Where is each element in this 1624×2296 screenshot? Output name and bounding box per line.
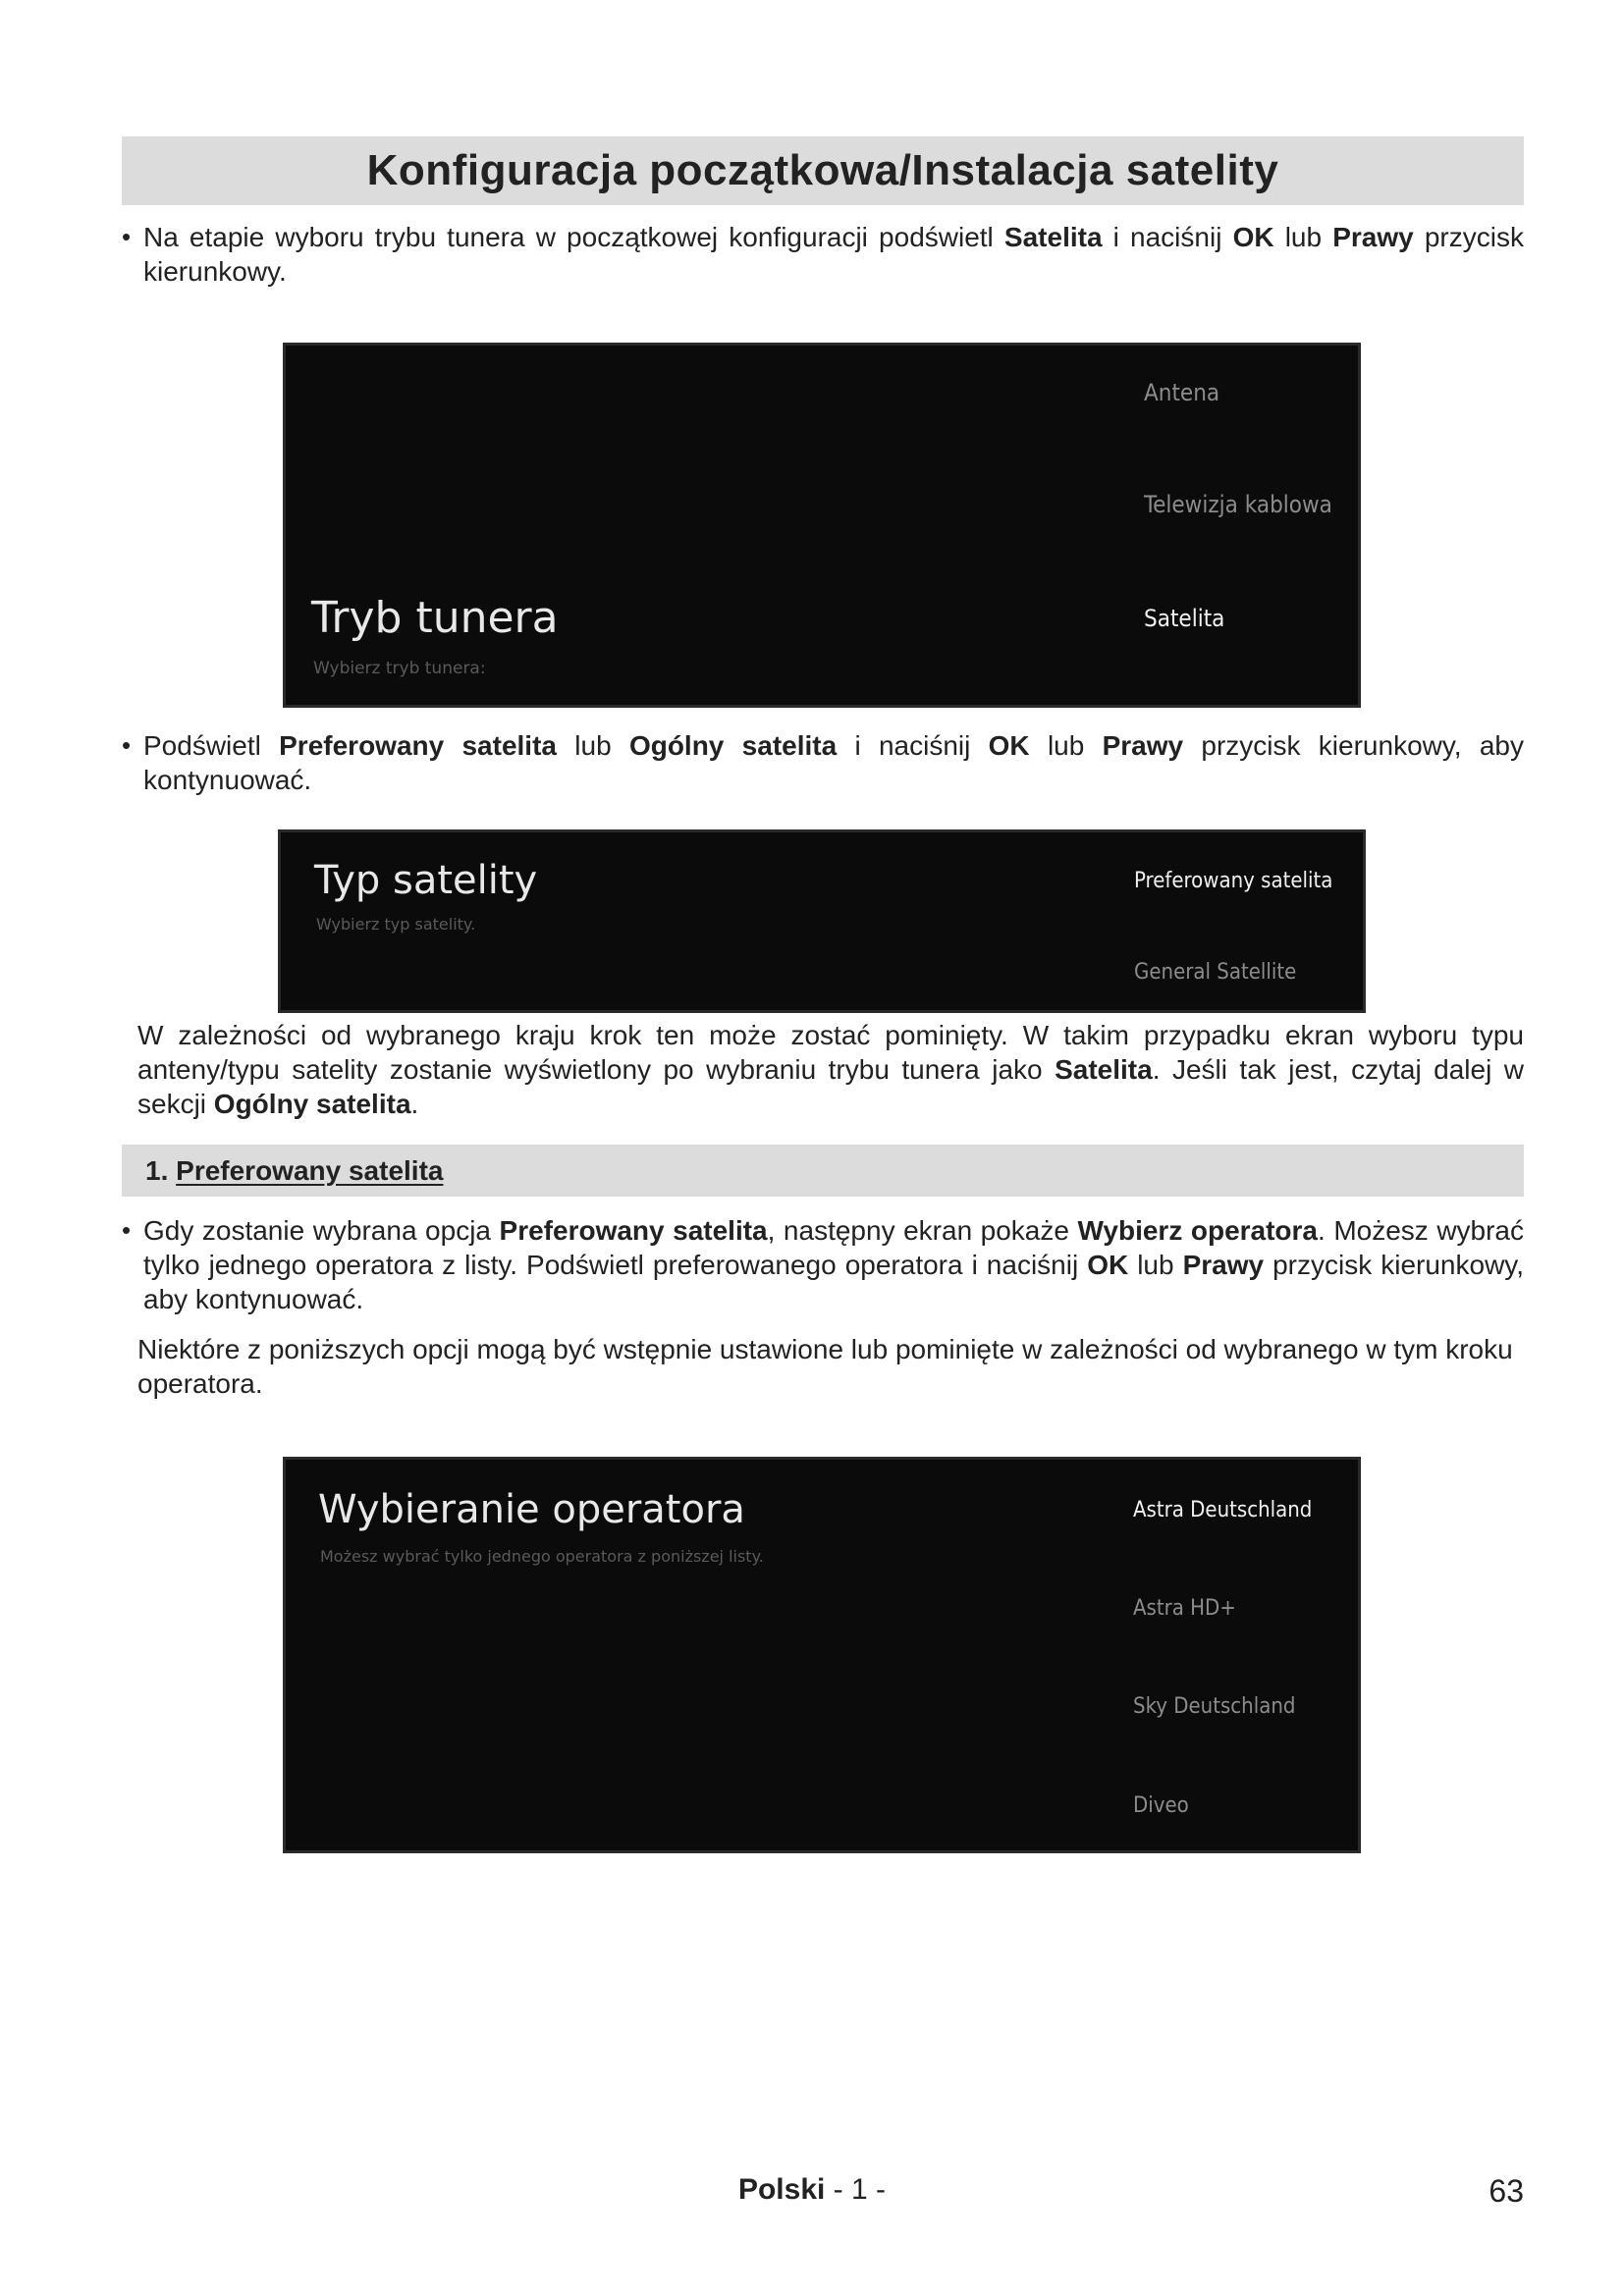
page-number: 63 — [1489, 2173, 1524, 2209]
bullet-paragraph-3 — [122, 1213, 1524, 1316]
screen-subtitle: Wybierz typ satelity. — [316, 915, 476, 934]
option-telewizja-kablowa[interactable]: Telewizja kablowa — [1144, 491, 1332, 518]
satellite-type-screenshot — [278, 829, 1366, 1013]
paragraph-text: Niektóre z poniższych opcji mogą być wstępnie ustawione lub pominięte w zależności od wybranego w tym kroku operatora. — [137, 1334, 1513, 1399]
operator-selection-screenshot — [283, 1457, 1361, 1853]
bullet-paragraph-2 — [122, 728, 1524, 797]
bullet-icon: • — [122, 222, 132, 251]
screen-title: Wybieranie operatora — [318, 1487, 745, 1532]
screen-title: Typ satelity — [314, 858, 538, 903]
option-general-satellite[interactable]: General Satellite — [1134, 960, 1297, 985]
page-title: Konfiguracja początkowa/Instalacja satelity — [366, 146, 1279, 194]
bullet-icon: • — [122, 1215, 132, 1245]
info-paragraph — [137, 1018, 1524, 1121]
option-astra-deutschland[interactable]: Astra Deutschland — [1133, 1498, 1313, 1522]
screen-subtitle: Możesz wybrać tylko jednego operatora z poniższej listy. — [320, 1547, 764, 1566]
paragraph-text: Podświetl Preferowany satelita lub Ogólny satelita i naciśnij OK lub Prawy przycisk kierunkowy, aby kontynuować. — [143, 730, 1524, 795]
screen-subtitle: Wybierz tryb tunera: — [313, 659, 486, 678]
option-satelita[interactable]: Satelita — [1144, 605, 1225, 632]
paragraph-text: Gdy zostanie wybrana opcja Preferowany satelita, następny ekran pokaże Wybierz operatora. Możesz wybrać tylko jednego operatora z listy. Podświetl preferowanego operatora i naciśnij OK lub Prawy przycisk kierunkowy, aby kontynuować. — [143, 1215, 1525, 1314]
page-title-bar — [122, 136, 1524, 205]
screen-title: Tryb tunera — [311, 593, 559, 643]
tuner-mode-screenshot — [283, 343, 1361, 708]
option-astra-hd-plus[interactable]: Astra HD+ — [1133, 1596, 1236, 1621]
footer-language: Polski - 1 - — [737, 2173, 887, 2206]
section-heading-bar — [122, 1145, 1524, 1197]
option-preferred-satellite[interactable]: Preferowany satelita — [1134, 869, 1333, 893]
bullet-paragraph-1 — [122, 220, 1524, 289]
bullet-icon: • — [122, 730, 132, 760]
option-sky-deutschland[interactable]: Sky Deutschland — [1133, 1694, 1296, 1719]
paragraph-text: W zależności od wybranego kraju krok ten może zostać pominięty. W takim przypadku ekran wyboru typu anteny/typu satelity zostanie wyświetlony po wybraniu trybu tunera jako Satelita. Jeśli tak jest, czytaj dalej w sekcji Ogólny satelita. — [137, 1020, 1524, 1119]
option-antena[interactable]: Antena — [1144, 379, 1220, 406]
option-diveo[interactable]: Diveo — [1133, 1793, 1189, 1818]
note-paragraph — [137, 1332, 1524, 1401]
paragraph-text: Na etapie wyboru trybu tunera w początkowej konfiguracji podświetl Satelita i naciśnij OK lub Prawy przycisk kierunkowy. — [143, 222, 1524, 287]
section-heading: 1. Preferowany satelita — [145, 1154, 444, 1186]
